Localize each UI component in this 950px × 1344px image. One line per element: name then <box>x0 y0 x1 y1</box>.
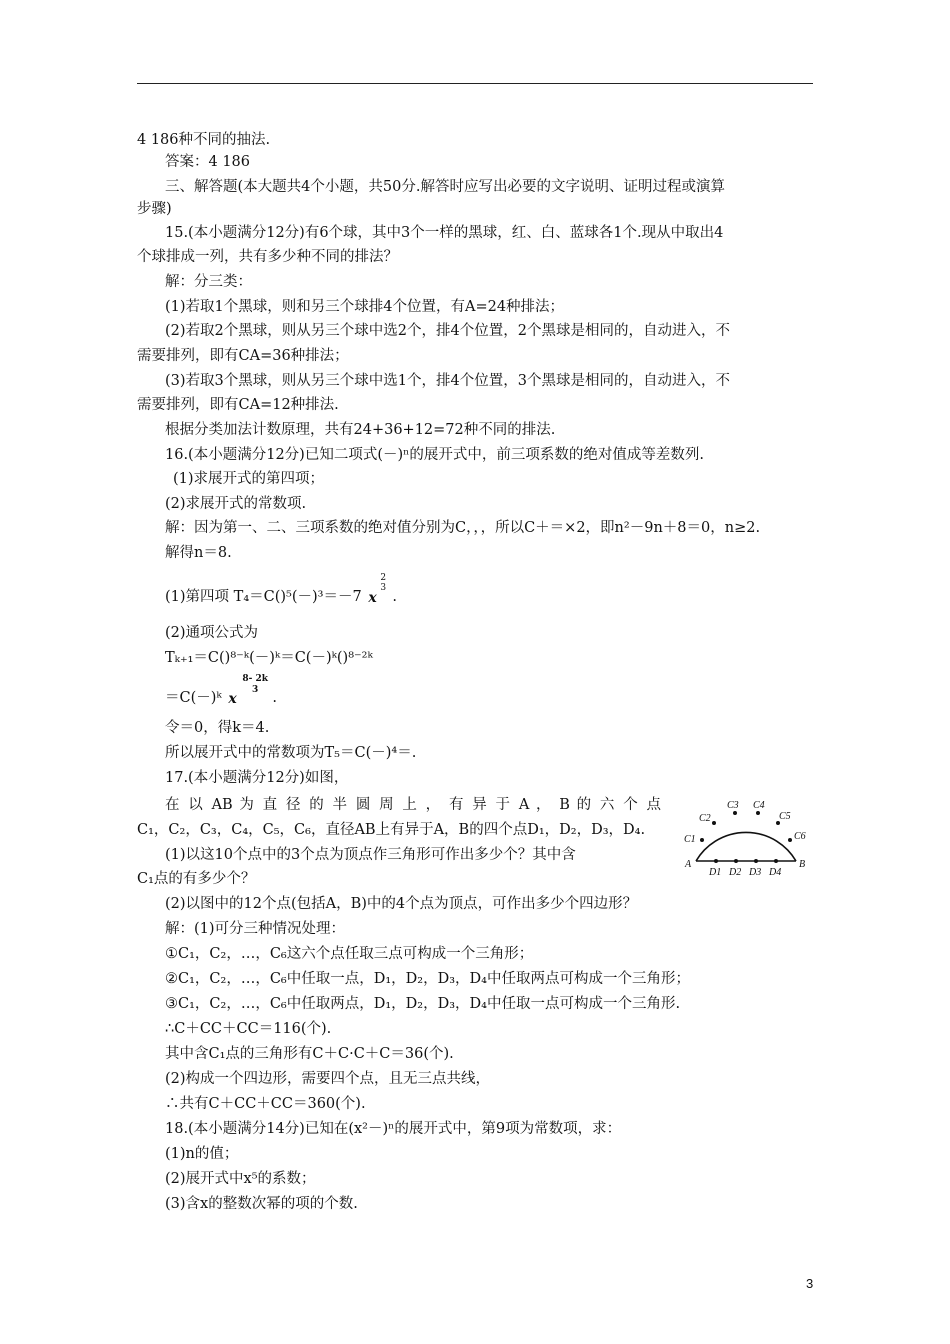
text-line: 解：因为第一、二、三项系数的绝对值分别为C，，，所以C＋＝×2，即n²－9n＋8＝0，n≥2. <box>165 520 761 536</box>
text-line: 4 186种不同的抽法. <box>137 132 271 148</box>
power-expression <box>226 674 272 707</box>
text-line: (3)若取3个黑球，则从另三个球中选1个，排4个位置，3个黑球是相同的，自动进入，不 <box>165 373 730 389</box>
text-line: 17.(本小题满分12分)如图， <box>165 770 349 786</box>
semicircle-figure <box>679 795 819 880</box>
text-line: C₁，C₂，C₃，C₄，C₅，C₆，直径AB上有异于A，B的四个点D₁，D₂，D₃，D₄. <box>137 822 646 838</box>
label-a: A <box>685 859 692 870</box>
label-c3: C3 <box>727 800 739 811</box>
exponent-denominator: 3 <box>252 685 259 695</box>
text-line: (1)以这10个点中的3个点为顶点作三角形可作出多少个？其中含 <box>165 847 576 863</box>
text-line: 答案：4 186 <box>165 154 251 170</box>
text-line: ②C₁，C₂，…，C₆中任取一点，D₁，D₂，D₃，D₄中任取两点可构成一个三角形； <box>165 971 690 987</box>
point-c1 <box>700 838 704 842</box>
period: . <box>272 690 277 706</box>
label-d4: D4 <box>769 867 782 878</box>
text-line: (2)求展开式的常数项. <box>165 496 307 512</box>
point-c3 <box>733 811 737 815</box>
point-c4 <box>756 811 760 815</box>
text-line: (2)通项公式为 <box>165 625 259 641</box>
text-line: 其中含C₁点的三角形有C＋C·C＋C＝36(个). <box>165 1046 454 1062</box>
text-line: 步骤) <box>137 201 172 217</box>
semicircle-arc <box>696 832 796 861</box>
label-d1: D1 <box>709 867 722 878</box>
text-line: ∴C＋CC＋CC＝116(个). <box>165 1021 332 1037</box>
header-rule <box>137 83 813 84</box>
point-d2 <box>734 859 738 863</box>
label-b: B <box>799 859 806 870</box>
power-expression <box>366 573 392 606</box>
power-exponent <box>242 674 268 696</box>
text-line: 16.(本小题满分12分)已知二项式(－)ⁿ的展开式中，前三项系数的绝对值成等差数列. <box>165 447 705 463</box>
text-line: (1)若取1个黑球，则和另三个球排4个位置，有A=24种排法； <box>165 299 565 315</box>
period: . <box>392 589 397 605</box>
text-line: (1)求展开式的第四项； <box>173 471 325 487</box>
text-line: 18.(本小题满分14分)已知在(x²－)ⁿ的展开式中，第9项为常数项，求： <box>165 1121 622 1137</box>
text-line: 令＝0，得k＝4. <box>165 720 270 736</box>
text-line: (2)构成一个四边形，需要四个点，且无三点共线， <box>165 1071 491 1087</box>
text-line: 根据分类加法计数原理，共有24+36+12=72种不同的排法. <box>165 422 556 438</box>
text-line: 需要排列，即有CA=36种排法； <box>137 348 349 364</box>
text-line: 所以展开式中的常数项为T₅＝C(－)⁴＝. <box>165 745 417 761</box>
text-line: ①C₁，C₂，…，C₆这六个点任取三点可构成一个三角形； <box>165 946 534 962</box>
power-base: x <box>368 590 377 606</box>
text-line: 解：(1)可分三种情况处理： <box>165 921 346 937</box>
text-line <box>165 674 841 707</box>
formula-text: ＝C(－)ᵏ <box>165 690 222 706</box>
text-line: (2)展开式中x⁵的系数； <box>165 1171 316 1187</box>
text-line: (2)以图中的12个点(包括A，B)中的4个点为顶点，可作出多少个四边形？ <box>165 896 638 912</box>
label-d3: D3 <box>749 867 762 878</box>
text-line: (3)含x的整数次幂的项的个数. <box>165 1196 358 1212</box>
text-line: 个球排成一列，共有多少种不同的排法？ <box>137 249 398 265</box>
text-line: C₁点的有多少个？ <box>137 871 256 887</box>
text-line: ③C₁，C₂，…，C₆中任取两点，D₁，D₂，D₃，D₄中任取一点可构成一个三角形. <box>165 996 681 1012</box>
label-c6: C6 <box>794 831 806 842</box>
exponent-numerator: 8- 2k <box>242 674 268 684</box>
label-d2: D2 <box>729 867 742 878</box>
text-line: 解：分三类： <box>165 274 252 290</box>
point-d3 <box>754 859 758 863</box>
label-c5: C5 <box>779 811 791 822</box>
label-c2: C2 <box>699 813 711 824</box>
text-line: 15.(本小题满分12分)有6个球，其中3个一样的黑球，红、白、蓝球各1个.现从中取出4 <box>165 225 724 241</box>
point-d4 <box>774 859 778 863</box>
text-line: 解得n＝8. <box>165 545 232 561</box>
exponent-denominator: 3 <box>380 583 387 593</box>
label-c4: C4 <box>753 800 765 811</box>
power-base: x <box>228 691 237 707</box>
label-c1: C1 <box>684 834 696 845</box>
text-line: ∴共有C＋CC＋CC＝360(个). <box>165 1096 366 1112</box>
point-c2 <box>712 821 716 825</box>
text-line: 需要排列，即有CA=12种排法. <box>137 397 339 413</box>
text-line: (2)若取2个黑球，则从另三个球中选2个，排4个位置，2个黑球是相同的，自动进入，不 <box>165 323 730 339</box>
text-line: 三、解答题(本大题共4个小题，共50分.解答时应写出必要的文字说明、证明过程或演算 <box>165 179 725 195</box>
text-line: Tₖ₊₁＝C()⁸⁻ᵏ(－)ᵏ＝C(－)ᵏ()⁸⁻²ᵏ <box>165 650 373 666</box>
text-line <box>165 573 841 606</box>
page-number: 3 <box>806 1276 814 1291</box>
formula-text: (1)第四项 T₄＝C()⁵(－)³＝－7 <box>165 589 362 605</box>
text-line: 在 以 AB 为 直 径 的 半 圆 周 上 ， 有 异 于 A ， B 的 六 个 点 <box>165 797 661 813</box>
text-line: (1)n的值； <box>165 1146 239 1162</box>
point-d1 <box>714 859 718 863</box>
power-exponent <box>380 573 386 593</box>
exponent-numerator: 2 <box>380 573 387 583</box>
point-c6 <box>788 838 792 842</box>
